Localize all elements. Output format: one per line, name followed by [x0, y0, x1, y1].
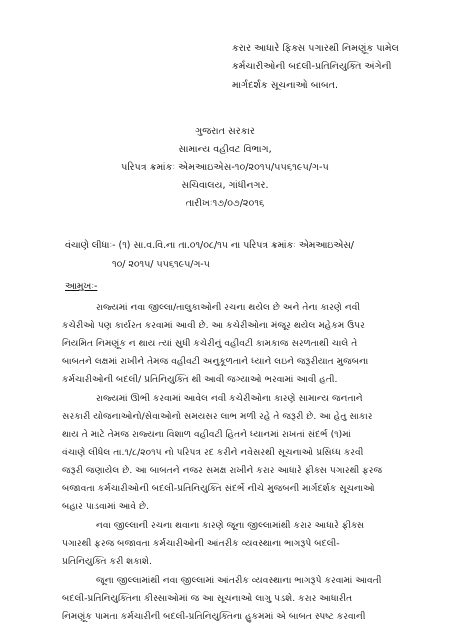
department-name: સામાન્ય વહીવટ વિભાગ, [178, 144, 272, 155]
paragraph-1-line-4: બાબતને લક્ષમાં રાખીને તેમજ વહીવટી અનુકૂળતાને ધ્યાને લઇને જરૂરીયાત મુજબના [62, 356, 369, 367]
subject-line-1: કરાર આધારે ફિક્સ પગારથી નિમણૂંક પામેલ [232, 43, 399, 54]
paragraph-2-line-5: જરૂરી જણાયેલ છે. આ બાબતને નજર સમક્ષ રાખીને કરાર આધારે ફીક્સ પગારથી ફરજ [62, 465, 383, 476]
government-name: ગુજરાત સરકાર [195, 126, 255, 137]
office-location: સચિવાલય, ગાંધીનગર. [181, 180, 269, 191]
subject-line-2: કર્મચારીઓની બદલી-પ્રતિનિયુક્તિ અંગેની [232, 61, 392, 72]
paragraph-1-line-1: રાજ્યમાં નવા જીલ્લા/તાલુકાઓની રચના થયેલ છે અને તેના કારણે નવી [96, 302, 361, 313]
paragraph-4-line-3: નિમણૂંક પામતા કર્મચારીની બદલી-પ્રતિનિયુક્તિના હુકમમાં એ બાબત સ્પષ્ટ કરવાની [62, 611, 366, 622]
circular-number: પરિપત્ર ક્રમાંકઃ એમઆઇએસ-૧૦/૨૦૧૫/૫૫૬૧૯૫/ગ-૫ [121, 162, 329, 173]
paragraph-2-line-6: બજાવતા કર્મચારીઓની બદલી-પ્રતિનિયુક્તિ સંદર્ભે નીચે મુજબની માર્ગદર્શક સૂચનાઓ [62, 483, 375, 494]
paragraph-1-line-5: કર્મચારીઓની બદલી/ પ્રતિનિયુક્તિ થી આવી જગ્યાઓ ભરવામાં આવી હતી. [62, 374, 338, 385]
paragraph-1-line-3: નિયમિત નિમણૂંક ન થાય ત્યાં સુધી કચેરીનું વહીવટી કામકાજ સરળતાથી ચાલે તે [62, 338, 358, 349]
paragraph-3-line-1: નવા જીલ્લાની રચના થવાના કારણે જૂના જીલ્લામાંથી કરાર આધારે ફીક્સ [96, 520, 365, 531]
paragraph-2-line-1: રાજ્યમાં ઊભી કરવામાં આવેલ નવી કચેરીઓના કારણે સામાન્ય જનતાને [96, 393, 363, 404]
subject-line-3: માર્ગદર્શક સૂચનાઓ બાબત. [232, 80, 339, 91]
paragraph-2-line-7: બહાર પાડવામાં આવે છે. [62, 501, 150, 512]
paragraph-4-line-1: જૂના જીલ્લામાંથી નવા જીલ્લામાં આંતરીક વ્યવસ્થાના ભાગરૂપે કરવામાં આવતી [96, 575, 382, 586]
paragraph-2-line-4: વંચાણે લીધેલ તા.૧/૮/૨૦૧૫ નો પરિપત્ર રદ કરીને નવેસરથી સૂચનાઓ પ્રસિધ્ધ કરવી [62, 447, 364, 458]
paragraph-1-line-2: કચેરીઓ પણ કાર્યરત કરવામાં આવી છે. આ કચેરીઓના મંજૂર થયેલ મહેકમ ઉપર [62, 320, 365, 331]
paragraph-3-line-3: પ્રતિનિયુક્તિ કરી શકાશે. [62, 556, 153, 567]
reference-line-2: ૧૦/ ૨૦૧૫/ ૫૫૬૧૯૫/ગ-૫ [112, 259, 210, 270]
circular-date: તારીખઃ૧૭/૦૭/૨૦૧૬ [185, 198, 265, 209]
preamble-heading: આમુખઃ- [65, 281, 98, 292]
paragraph-3-line-2: પગારથી ફરજ બજાવતા કર્મચારીઓની આંતરીક વ્યવસ્થાના ભાગરૂપે બદલી- [62, 538, 340, 549]
paragraph-4-line-2: બદલી-પ્રતિનિયુક્તિના કીસ્સાઓમાં જ આ સૂચનાઓ લાગુ પડશે. કરાર આધારીત [62, 593, 353, 604]
reference-line-1: વંચાણે લીધાઃ- (૧) સા.વ.વિ.ના તા.૦૧/૦૮/૧૫ ના પરિપત્ર ક્રમાંકઃ એમઆઇએસ/ [65, 240, 354, 251]
paragraph-2-line-2: સરકારી યોજનાઓનો/સેવાઓનો સમયસર લાભ મળી રહે તે જરૂરી છે. આ હેતુ સાકાર [62, 411, 373, 422]
paragraph-2-line-3: થાય તે માટે તેમજ રાજ્યના વિશાળ વહીવટી હિતને ધ્યાનમાં રાખતાં સંદર્ભ (૧)માં [62, 429, 351, 440]
